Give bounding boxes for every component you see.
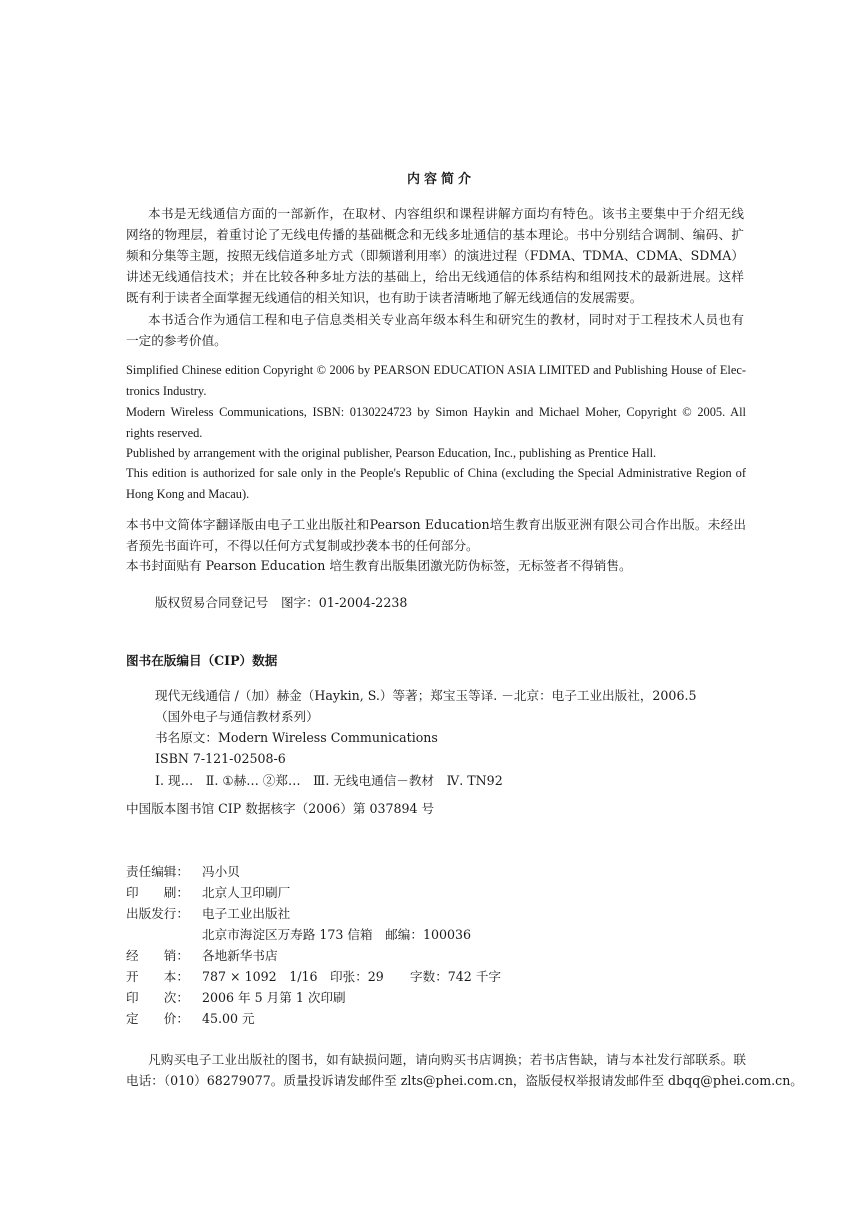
copyright-cn-line: 者预先书面许可，不得以任何方式复制或抄袭本书的任何部分。 — [126, 538, 479, 553]
colophon-value: 787 × 1092 1/16 — [202, 969, 318, 984]
summary-para1-line: 既有利于读者全面掌握无线通信的相关知识，也有助于读者清晰地了解无线通信的发展需要。 — [126, 290, 643, 305]
summary-para1-line: 讲述无线通信技术；并在比较各种多址方法的基础上，给出无线通信的体系结构和组网技术的最新进展。这样 — [126, 269, 744, 284]
copyright-en-line: This edition is authorized for sale only in the People's Republic of China (excluding the Special Administrative Region of — [126, 466, 746, 480]
colophon-label: 责任编辑： — [126, 864, 189, 879]
summary-para1-line: 本书是无线通信方面的一部新作，在取材、内容组织和课程讲解方面均有特色。该书主要集中于介绍无线 — [148, 206, 744, 221]
colophon-printer — [126, 885, 290, 901]
copyright-cn-line: 本书中文简体字翻译版由电子工业出版社和Pearson Education培生教育出版亚洲有限公司合作出版。未经出 — [126, 517, 746, 532]
summary-para1-line: 频和分集等主题，按照无线信道多址方式（即频谱利用率）的演进过程（FDMA、TDMA、CDMA、SDMA） — [126, 248, 744, 263]
colophon-distributor — [126, 948, 278, 964]
summary-para2-line: 本书适合作为通信工程和电子信息类相关专业高年级本科生和研究生的教材，同时对于工程技术人员也有 — [148, 312, 744, 327]
colophon-value: 2006 年 5 月第 1 次印刷 — [202, 990, 346, 1005]
cip-line: Ⅰ. 现… Ⅱ. ①赫… ②郑… Ⅲ. 无线电通信－教材 Ⅳ. TN92 — [155, 773, 503, 788]
summary-title: 内容简介 — [407, 172, 476, 187]
copyright-en-line: rights reserved. — [126, 426, 203, 440]
colophon-address: 北京市海淀区万寿路 173 信箱 邮编：100036 — [202, 927, 472, 942]
colophon-value: 北京人卫印刷厂 — [202, 885, 291, 900]
colophon-editor — [126, 864, 240, 880]
colophon-label: 印 刷： — [126, 885, 189, 900]
colophon-sheets: 印张：29 — [330, 969, 384, 984]
colophon-value: 冯小贝 — [202, 864, 240, 879]
colophon-value: 45.00 元 — [202, 1011, 255, 1026]
colophon-label: 开 本： — [126, 969, 189, 984]
copyright-en-line: Modern Wireless Communications, ISBN: 0130224723 by Simon Haykin and Michael Moher, Copyright © 2005. All — [126, 405, 746, 419]
colophon-label: 印 次： — [126, 990, 189, 1005]
contract-registration: 版权贸易合同登记号 图字：01-2004-2238 — [155, 595, 408, 610]
copyright-en-line: tronics Industry. — [126, 384, 207, 398]
cip-line: （国外电子与通信教材系列） — [155, 709, 319, 724]
colophon-label: 出版发行： — [126, 906, 189, 921]
summary-para2-line: 一定的参考价值。 — [126, 333, 227, 348]
colophon-label: 经 销： — [126, 948, 189, 963]
colophon-words: 字数：742 千字 — [410, 969, 502, 984]
copyright-en-line: Simplified Chinese edition Copyright © 2006 by PEARSON EDUCATION ASIA LIMITED and Publishing House of Elec- — [126, 363, 746, 377]
cip-heading: 图书在版编目（CIP）数据 — [126, 653, 278, 668]
summary-para1-line: 网络的物理层，着重讨论了无线电传播的基础概念和无线多址通信的基本理论。书中分别结合调制、编码、扩 — [126, 227, 744, 242]
footer-line: 凡购买电子工业出版社的图书，如有缺损问题，请向购买书店调换；若书店售缺，请与本社发行部联系。联 — [148, 1052, 746, 1067]
colophon-format — [126, 969, 501, 985]
copyright-cn-line: 本书封面贴有 Pearson Education 培生教育出版集团激光防伪标签，无标签者不得销售。 — [126, 558, 632, 573]
colophon-value: 各地新华书店 — [202, 948, 278, 963]
copyright-en-line: Hong Kong and Macau). — [126, 487, 250, 501]
colophon-price — [126, 1011, 255, 1027]
copyright-en-line: Published by arrangement with the original publisher, Pearson Education, Inc., publishing as Prentice Hall. — [126, 446, 657, 460]
colophon-publisher — [126, 906, 290, 922]
cip-line: 现代无线通信 /（加）赫金（Haykin, S.）等著；郑宝玉等译. －北京：电子工业出版社，2006.5 — [155, 688, 697, 703]
colophon-edition — [126, 990, 346, 1006]
footer-line: 电话：（010）68279077。质量投诉请发邮件至 zlts@phei.com.cn，盗版侵权举报请发邮件至 dbqq@phei.com.cn。 — [126, 1073, 803, 1088]
cip-line: 书名原文：Modern Wireless Communications — [155, 730, 438, 745]
cip-line: 中国版本图书馆 CIP 数据核字（2006）第 037894 号 — [126, 801, 435, 816]
cip-line: ISBN 7-121-02508-6 — [155, 751, 286, 766]
colophon-value: 电子工业出版社 — [202, 906, 291, 921]
colophon-label: 定 价： — [126, 1011, 189, 1026]
